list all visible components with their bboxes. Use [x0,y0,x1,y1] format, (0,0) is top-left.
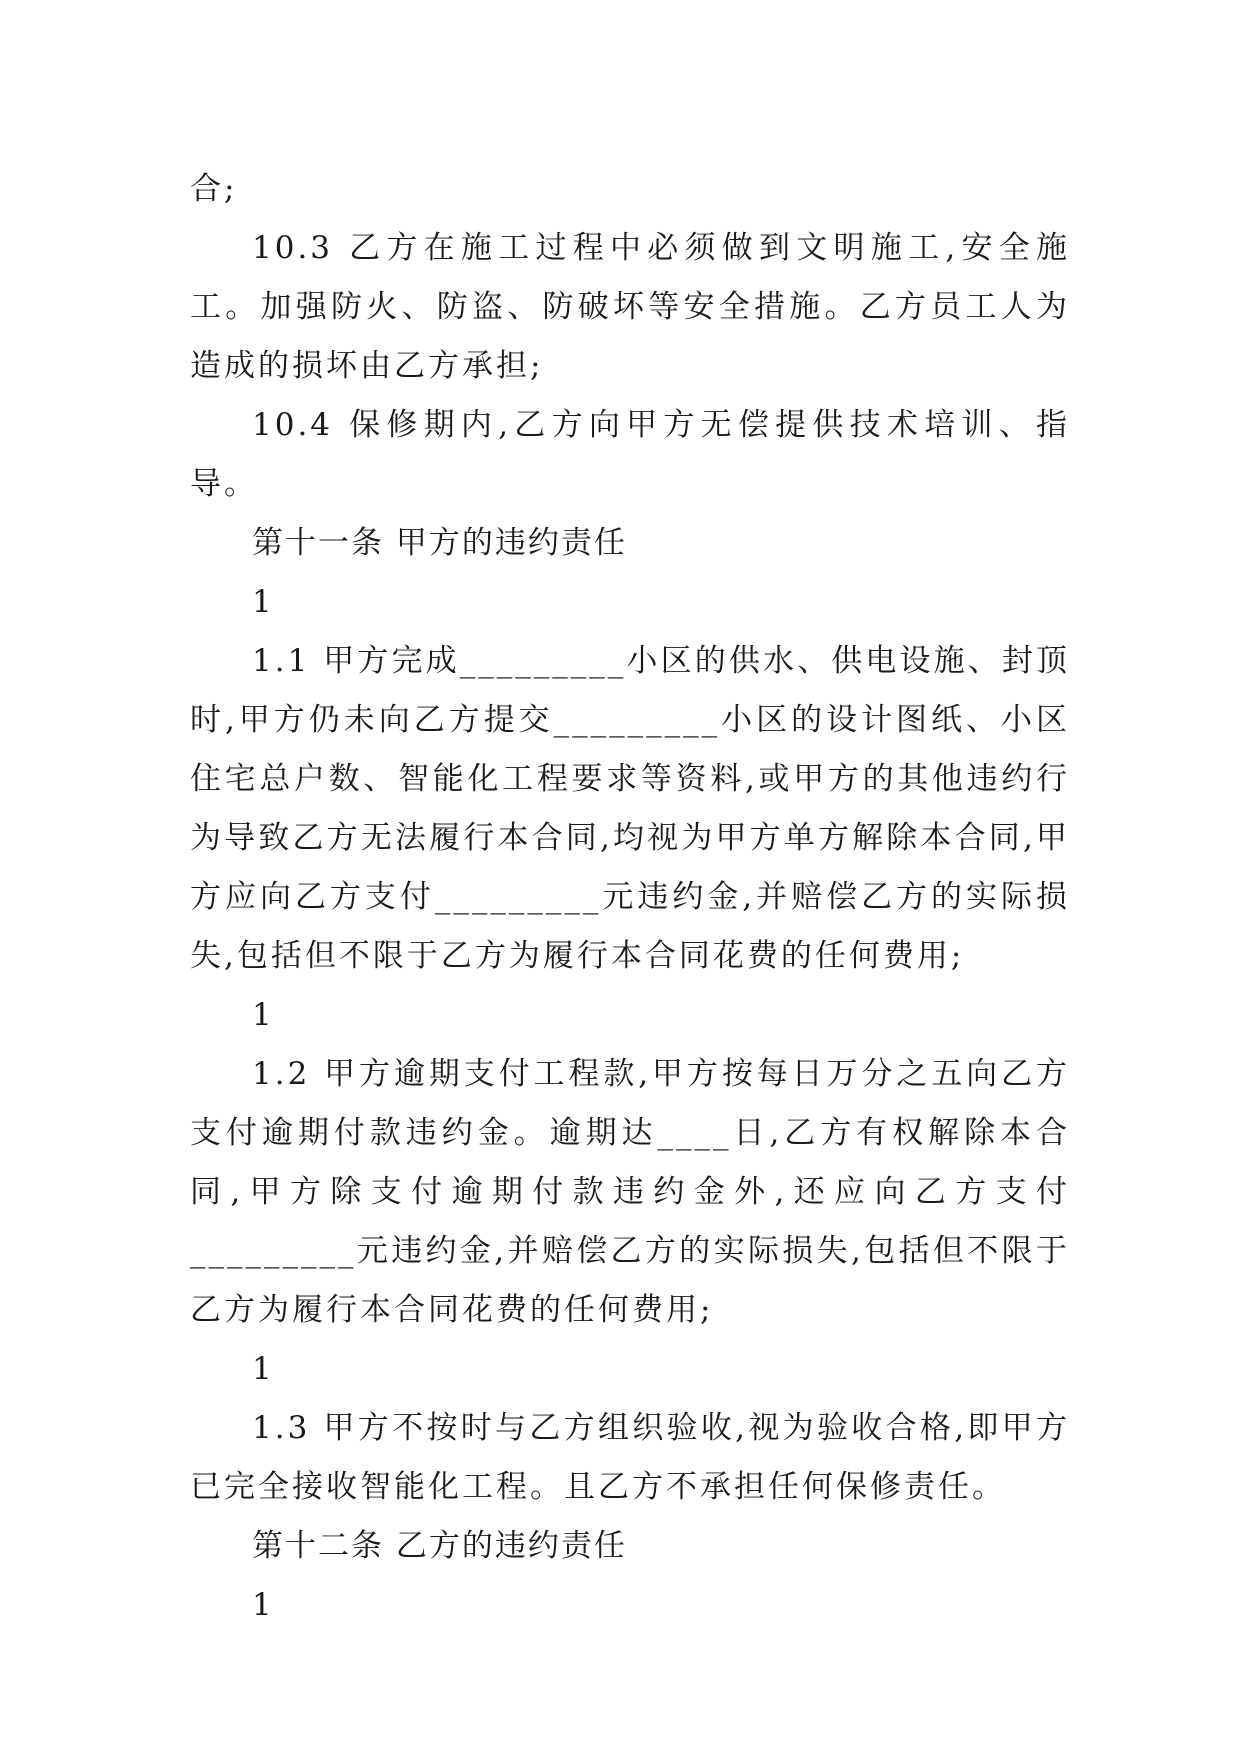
clause-1-2: 1.2 甲方逾期支付工程款,甲方按每日万分之五向乙方支付逾期付款违约金。逾期达____日,乙方有权解除本合同,甲方除支付逾期付款违约金外,还应向乙方支付_________元违约金,并赔偿乙方的实际损失,包括但不限于乙方为履行本合同花费的任何费用; [190,1056,1070,1328]
section-number: 1 [252,997,275,1033]
section-number: 1 [252,1587,275,1623]
clause-10-4: 10.4 保修期内,乙方向甲方无偿提供技术培训、指导。 [190,407,1070,502]
paragraph-continuation: 合; [190,171,238,207]
clause-1-3: 1.3 甲方不按时与乙方组织验收,视为验收合格,即甲方已完全接收智能化工程。且乙方不承担任何保修责任。 [190,1410,1070,1505]
article-11-heading: 第十一条 甲方的违约责任 [252,525,627,561]
section-number: 1 [252,1351,275,1387]
clause-1-1: 1.1 甲方完成_________小区的供水、供电设施、封顶时,甲方仍未向乙方提交_________小区的设计图纸、小区住宅总户数、智能化工程要求等资料,或甲方的其他违约行为导致乙方无法履行本合同,均视为甲方单方解除本合同,甲方应向乙方支付_________元违约金,并赔偿乙方的实际损失,包括但不限于乙方为履行本合同花费的任何费用; [190,643,1070,974]
section-number: 1 [252,584,275,620]
article-12-heading: 第十二条 乙方的违约责任 [252,1528,627,1564]
document-body [190,160,1070,1635]
clause-10-3: 10.3 乙方在施工过程中必须做到文明施工,安全施工。加强防火、防盗、防破坏等安全措施。乙方员工人为造成的损坏由乙方承担; [190,230,1070,384]
